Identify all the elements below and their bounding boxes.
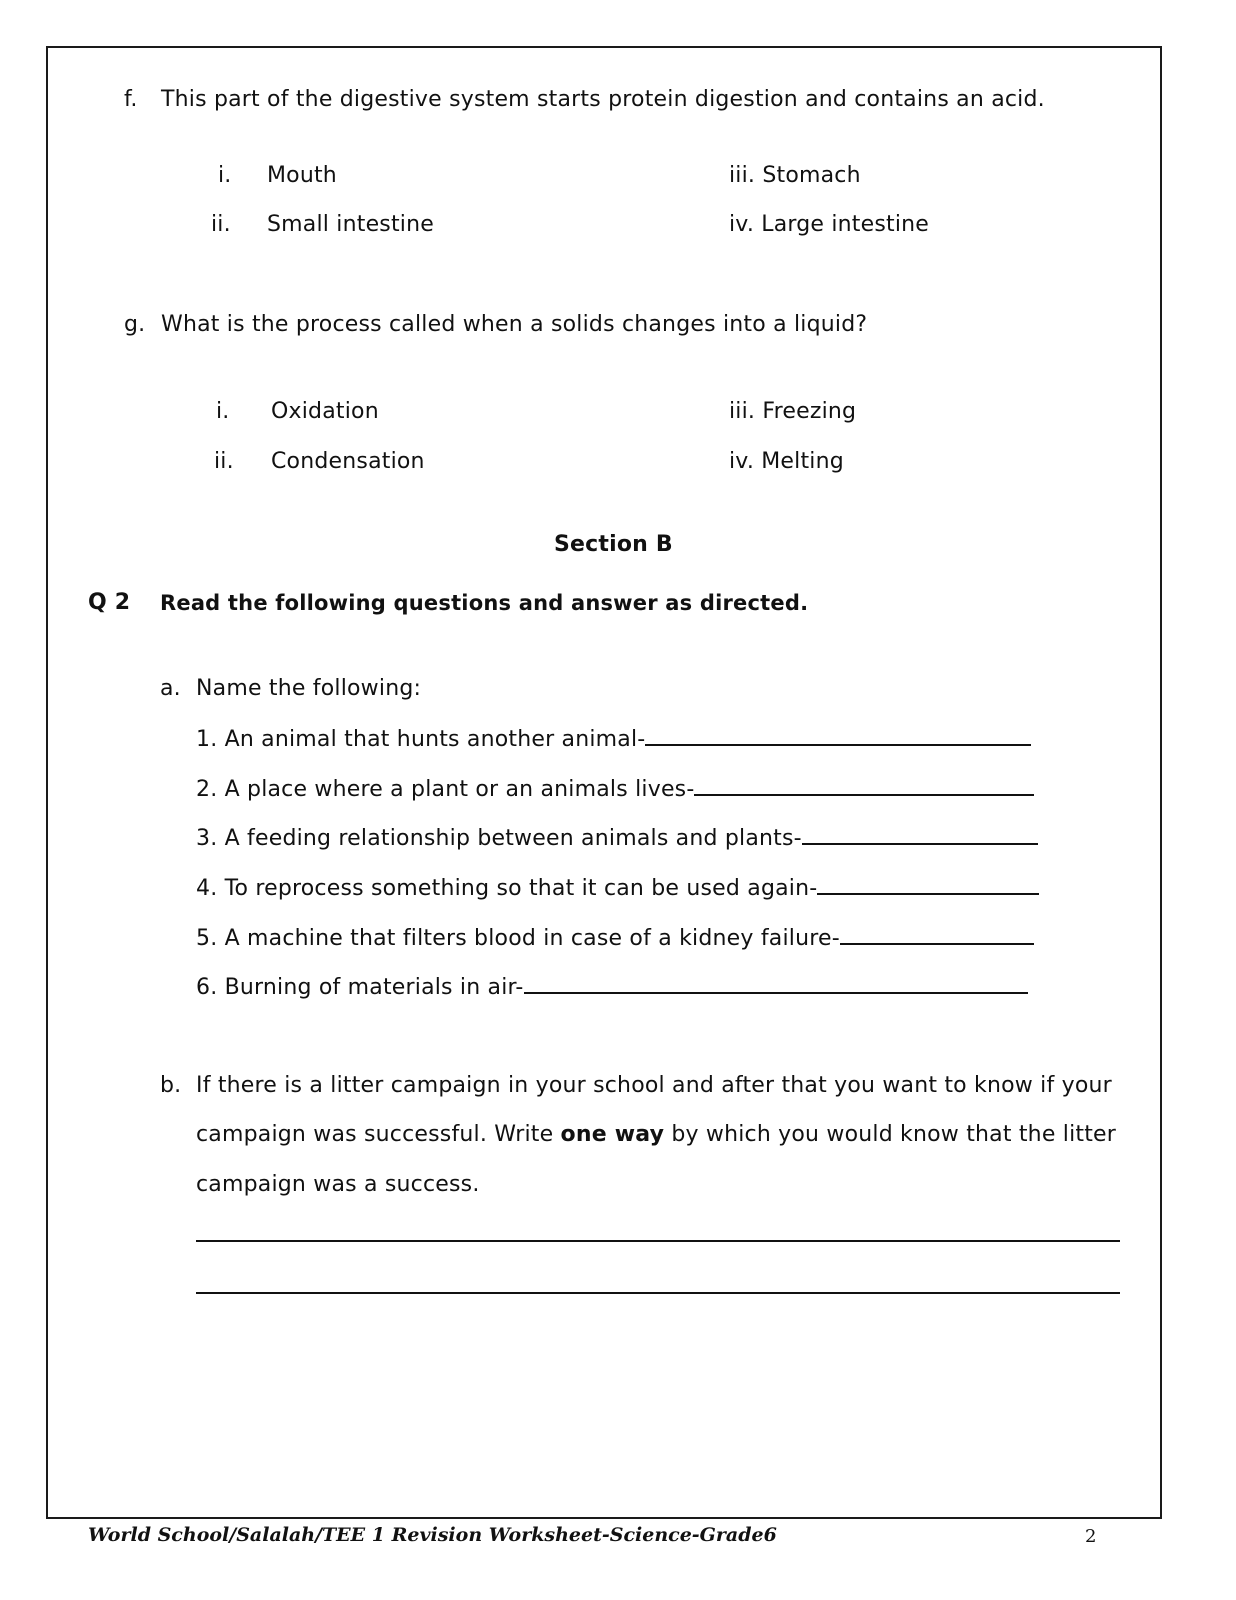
part-b-line3: campaign was a success.: [196, 1172, 480, 1197]
question-g-text: What is the process called when a solids changes into a liquid?: [161, 312, 868, 337]
q2-label: Q 2: [88, 590, 131, 615]
part-b-line2: campaign was successful. Write one way by which you would know that the litter: [196, 1122, 1117, 1147]
option-f-iii: iii. Stomach: [729, 163, 861, 188]
emphasis-one-way: one way: [560, 1122, 665, 1147]
name-item-3: 3. A feeding relationship between animals and plants-: [196, 823, 1038, 853]
question-f-letter: f.: [124, 87, 138, 112]
name-item-1: 1. An animal that hunts another animal-: [196, 724, 1031, 754]
part-a-text: Name the following:: [196, 676, 422, 701]
option-g-iii: iii. Freezing: [729, 399, 857, 424]
question-g-letter: g.: [124, 312, 146, 337]
option-g-ii-num: ii.: [214, 449, 234, 474]
part-b-line1: If there is a litter campaign in your school and after that you want to know if your: [196, 1073, 1112, 1098]
answer-blank-2[interactable]: [694, 774, 1034, 796]
answer-line-2[interactable]: [196, 1292, 1120, 1294]
answer-blank-5[interactable]: [840, 923, 1034, 945]
option-g-i-text: Oxidation: [271, 399, 379, 424]
option-f-ii-text: Small intestine: [267, 212, 434, 237]
option-f-iv: iv. Large intestine: [729, 212, 930, 237]
option-f-i-text: Mouth: [267, 163, 337, 188]
option-g-ii-text: Condensation: [271, 449, 425, 474]
name-item-5: 5. A machine that filters blood in case of a kidney failure-: [196, 923, 1034, 953]
option-g-iv: iv. Melting: [729, 449, 844, 474]
answer-blank-1[interactable]: [645, 724, 1031, 746]
page-number: 2: [1085, 1526, 1097, 1547]
option-f-i-num: i.: [218, 163, 232, 188]
answer-blank-4[interactable]: [817, 873, 1039, 895]
question-f-text: This part of the digestive system starts protein digestion and contains an acid.: [161, 87, 1045, 112]
part-b-letter: b.: [160, 1073, 182, 1098]
option-f-ii-num: ii.: [211, 212, 231, 237]
q2-instruction: Read the following questions and answer as directed.: [160, 591, 809, 615]
name-item-2: 2. A place where a plant or an animals lives-: [196, 774, 1034, 804]
footer-title: World School/Salalah/TEE 1 Revision Worksheet-Science-Grade6: [88, 1524, 777, 1546]
name-item-4: 4. To reprocess something so that it can be used again-: [196, 873, 1039, 903]
part-a-letter: a.: [160, 676, 181, 701]
answer-line-1[interactable]: [196, 1240, 1120, 1242]
option-g-i-num: i.: [216, 399, 230, 424]
name-item-6: 6. Burning of materials in air-: [196, 972, 1028, 1002]
answer-blank-6[interactable]: [524, 972, 1028, 994]
answer-blank-3[interactable]: [802, 823, 1038, 845]
section-b-heading: Section B: [554, 532, 673, 557]
